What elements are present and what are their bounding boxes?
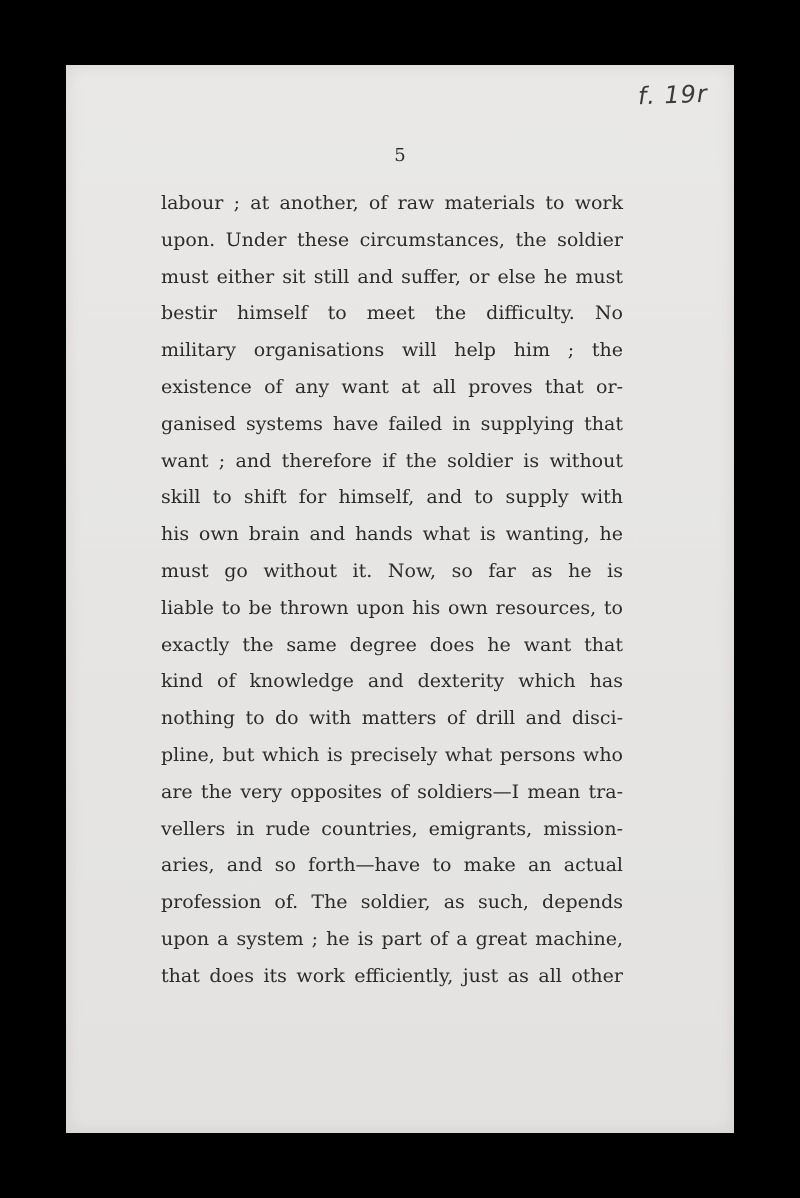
text-line: ganised systems have failed in supplying that (161, 412, 623, 435)
text-line: labour ; at another, of raw materials to work (161, 192, 623, 214)
text-line: must either sit still and suffer, or else he must (161, 265, 623, 288)
text-line: that does its work efficiently, just as all other (161, 964, 623, 987)
text-line: pline, but which is precisely what persons who (161, 743, 623, 766)
text-line: want ; and therefore if the soldier is without (161, 449, 623, 472)
text-line: vellers in rude countries, emigrants, mission- (161, 817, 623, 840)
page-number: 5 (394, 145, 406, 166)
book-page (66, 65, 734, 1133)
text-line: aries, and so forth—have to make an actual (161, 854, 623, 877)
text-line: his own brain and hands what is wanting, he (161, 523, 623, 546)
text-line: profession of. The soldier, as such, depends (161, 891, 623, 914)
text-line: kind of knowledge and dexterity which has (161, 670, 623, 693)
text-line: are the very opposites of soldiers—I mean tra- (161, 780, 623, 803)
text-line: skill to shift for himself, and to supply with (161, 486, 623, 509)
text-line: upon a system ; he is part of a great machine, (161, 927, 623, 950)
text-line: existence of any want at all proves that or- (161, 375, 623, 398)
text-line: upon. Under these circumstances, the soldier (161, 228, 623, 251)
text-line: bestir himself to meet the difficulty. No (161, 302, 623, 325)
text-line: must go without it. Now, so far as he is (161, 559, 623, 582)
body-text (161, 185, 623, 995)
text-line: nothing to do with matters of drill and disci- (161, 707, 623, 730)
text-line: military organisations will help him ; the (161, 339, 623, 362)
text-line: liable to be thrown upon his own resources, to (161, 596, 623, 619)
folio-annotation: f. 19r (637, 79, 709, 111)
text-line: exactly the same degree does he want that (161, 633, 623, 656)
